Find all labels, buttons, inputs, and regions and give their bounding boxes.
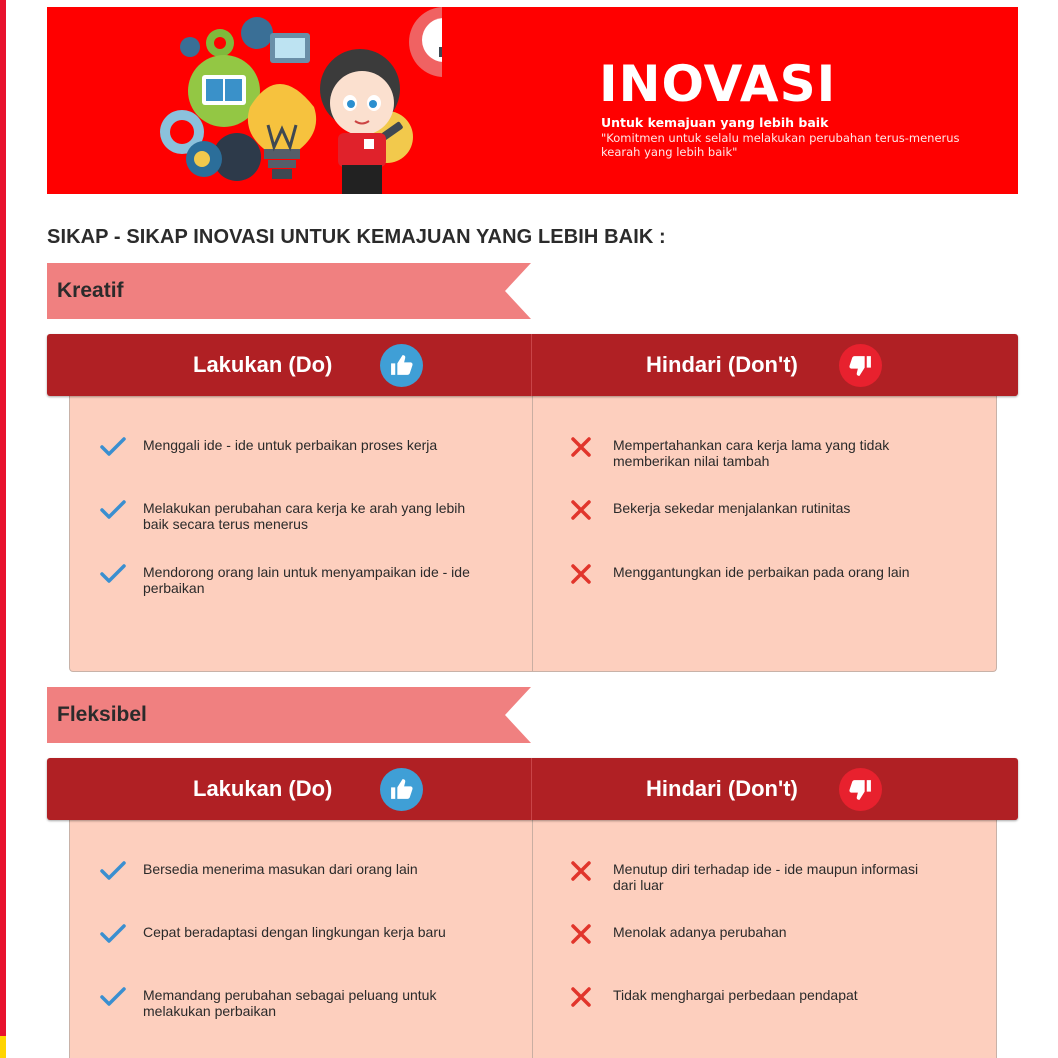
table-body <box>69 818 997 1058</box>
column-divider <box>532 818 533 1058</box>
table-header <box>47 334 1018 396</box>
dont-header: Hindari (Don't) <box>646 352 798 377</box>
column-divider <box>532 394 533 671</box>
section-title: Fleksibel <box>57 703 147 726</box>
cross-icon <box>570 564 592 584</box>
header-banner <box>47 7 1018 194</box>
page-heading: SIKAP - SIKAP INOVASI UNTUK KEMAJUAN YANG LEBIH BAIK : <box>47 226 666 248</box>
section-ribbon-fleksibel <box>47 687 531 743</box>
cross-icon <box>570 500 592 520</box>
thumbs-down-icon <box>839 344 882 387</box>
thumbs-up-icon <box>380 768 423 811</box>
dont-item-text: Menutup diri terhadap ide - ide maupun informasi dari luar <box>613 861 919 893</box>
dont-item-text: Tidak menghargai perbedaan pendapat <box>613 987 858 1003</box>
do-item-text: Mendorong orang lain untuk menyampaikan ide - ide perbaikan <box>143 564 470 596</box>
cross-icon <box>570 924 592 944</box>
check-icon <box>100 924 126 944</box>
check-icon <box>100 437 126 457</box>
do-item-text: Memandang perubahan sebagai peluang untuk melakukan perbaikan <box>143 987 437 1019</box>
check-icon <box>100 987 126 1007</box>
do-item-text: Menggali ide - ide untuk perbaikan proses kerja <box>143 437 438 453</box>
do-item-text: Melakukan perubahan cara kerja ke arah yang lebih baik secara terus menerus <box>143 500 466 532</box>
section-title: Kreatif <box>57 279 124 302</box>
dont-item-text: Menolak adanya perubahan <box>613 924 787 940</box>
banner-title: INOVASI <box>599 55 837 113</box>
thumbs-up-icon <box>380 344 423 387</box>
check-icon <box>100 500 126 520</box>
thumbs-down-icon <box>839 768 882 811</box>
dont-item-text: Menggantungkan ide perbaikan pada orang lain <box>613 564 910 580</box>
do-item-text: Bersedia menerima masukan dari orang lain <box>143 861 418 877</box>
cross-icon <box>570 987 592 1007</box>
do-item-text: Cepat beradaptasi dengan lingkungan kerja baru <box>143 924 446 940</box>
table-body <box>69 394 997 672</box>
dont-header: Hindari (Don't) <box>646 776 798 801</box>
header-divider <box>531 334 532 396</box>
check-icon <box>100 564 126 584</box>
left-accent-yellow <box>0 1036 6 1058</box>
innovation-illustration <box>142 7 442 194</box>
banner-subtitle: Untuk kemajuan yang lebih baik <box>601 115 829 130</box>
cross-icon <box>570 437 592 457</box>
banner-quote: "Komitmen untuk selalu melakukan perubahan terus-menerus kearah yang lebih baik" <box>601 131 960 159</box>
section-ribbon-kreatif <box>47 263 531 319</box>
dont-item-text: Bekerja sekedar menjalankan rutinitas <box>613 500 851 516</box>
check-icon <box>100 861 126 881</box>
left-accent-bar <box>0 0 6 1058</box>
do-header: Lakukan (Do) <box>193 776 333 801</box>
table-header <box>47 758 1018 820</box>
cross-icon <box>570 861 592 881</box>
do-header: Lakukan (Do) <box>193 352 333 377</box>
dont-item-text: Mempertahankan cara kerja lama yang tidak memberikan nilai tambah <box>613 437 890 469</box>
header-divider <box>531 758 532 820</box>
